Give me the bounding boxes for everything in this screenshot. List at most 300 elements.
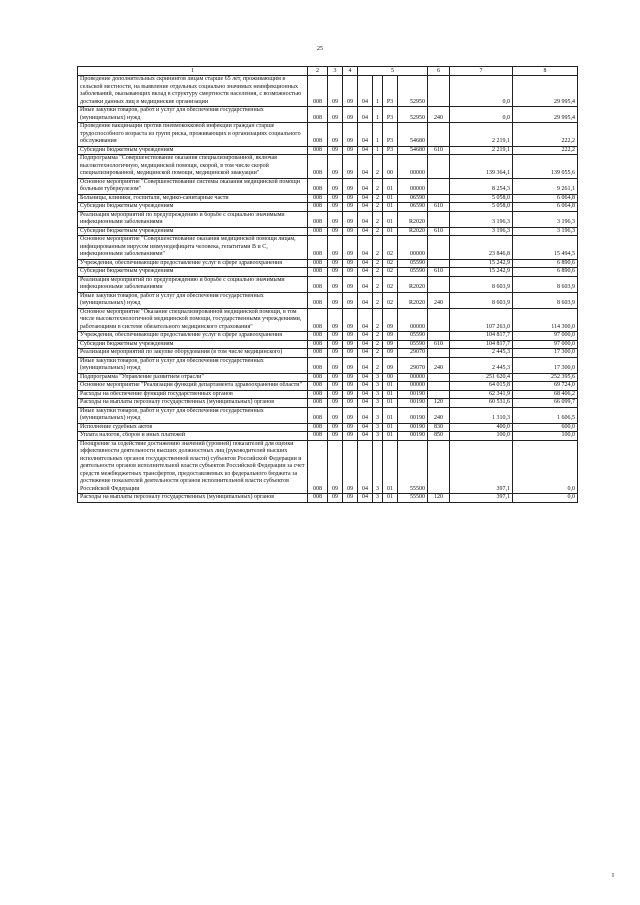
amount-col7-cell: 0,0 [450, 107, 513, 123]
direction-code-cell: 00000 [398, 308, 428, 332]
subprogram-code-cell: 2 [373, 236, 383, 260]
section-code-cell: 09 [328, 146, 343, 155]
program-code-cell: 04 [358, 332, 373, 341]
ministry-code-cell: 008 [308, 407, 328, 423]
subsection-code-cell: 09 [343, 440, 358, 494]
table-row [78, 259, 578, 268]
activity-code-cell: 01 [383, 203, 398, 212]
row-name-cell: Уплата налогов, сборов и иных платежей [78, 432, 308, 441]
section-code-cell: 09 [328, 332, 343, 341]
ministry-code-cell: 008 [308, 123, 328, 147]
amount-col8-cell: 69 724,0 [513, 382, 578, 391]
amount-col7-cell: 8 254,3 [450, 178, 513, 194]
subprogram-code-cell: 3 [373, 399, 383, 408]
activity-code-cell: 01 [383, 178, 398, 194]
section-code-cell: 09 [328, 211, 343, 227]
program-code-cell: 04 [358, 407, 373, 423]
activity-code-cell: 01 [383, 227, 398, 236]
section-code-cell: 09 [328, 194, 343, 203]
expense-type-cell [428, 259, 450, 268]
expense-type-cell [428, 373, 450, 382]
subsection-code-cell: 09 [343, 203, 358, 212]
amount-col7-cell: 2 219,1 [450, 123, 513, 147]
activity-code-cell: 09 [383, 349, 398, 358]
program-code-cell: 04 [358, 203, 373, 212]
row-name-cell: Субсидии бюджетным учреждениям [78, 146, 308, 155]
ministry-code-cell: 008 [308, 340, 328, 349]
subprogram-code-cell: 2 [373, 178, 383, 194]
activity-code-cell: 09 [383, 357, 398, 373]
table-row [78, 146, 578, 155]
amount-col8-cell: 1 606,5 [513, 407, 578, 423]
amount-col7-cell: 62 341,9 [450, 390, 513, 399]
direction-code-cell: 00000 [398, 178, 428, 194]
direction-code-cell: 00000 [398, 155, 428, 179]
expense-type-cell: 830 [428, 423, 450, 432]
expense-type-cell: 240 [428, 407, 450, 423]
direction-code-cell: 00190 [398, 390, 428, 399]
program-code-cell: 04 [358, 194, 373, 203]
direction-code-cell: 00190 [398, 399, 428, 408]
row-name-cell: Иные закупки товаров, работ и услуг для обеспечения государственных (муниципальных) нужд [78, 292, 308, 308]
amount-col8-cell: 17 300,0 [513, 357, 578, 373]
amount-col8-cell: 97 000,0 [513, 332, 578, 341]
table-row [78, 407, 578, 423]
section-code-cell: 09 [328, 268, 343, 277]
amount-col7-cell: 0,0 [450, 76, 513, 107]
subprogram-code-cell: 1 [373, 146, 383, 155]
subsection-code-cell: 09 [343, 276, 358, 292]
row-name-cell: Учреждения, обеспечивающие предоставление услуг в сфере здравоохранения [78, 259, 308, 268]
ministry-code-cell: 008 [308, 276, 328, 292]
table-row [78, 123, 578, 147]
row-name-cell: Основное мероприятие "Совершенствование оказания медицинской помощи лицам, инфицированным вирусом иммунодефицита человека, гепатитами В и С, инфекционными заболеваниями" [78, 236, 308, 260]
program-code-cell: 04 [358, 382, 373, 391]
amount-col8-cell: 600,0 [513, 423, 578, 432]
expense-type-cell [428, 76, 450, 107]
ministry-code-cell: 008 [308, 76, 328, 107]
expense-type-cell [428, 308, 450, 332]
header-cell: 4 [343, 67, 358, 76]
program-code-cell: 04 [358, 236, 373, 260]
subsection-code-cell: 09 [343, 146, 358, 155]
activity-code-cell: 01 [383, 390, 398, 399]
row-name-cell: Субсидии бюджетным учреждениям [78, 340, 308, 349]
program-code-cell: 04 [358, 399, 373, 408]
subprogram-code-cell: 2 [373, 276, 383, 292]
ministry-code-cell: 008 [308, 259, 328, 268]
row-name-cell: Основное мероприятие "Реализация функций департамента здравоохранения области" [78, 382, 308, 391]
expense-type-cell [428, 194, 450, 203]
ministry-code-cell: 008 [308, 107, 328, 123]
activity-code-cell: 01 [383, 399, 398, 408]
ministry-code-cell: 008 [308, 203, 328, 212]
amount-col7-cell: 8 603,9 [450, 276, 513, 292]
subsection-code-cell: 09 [343, 236, 358, 260]
amount-col7-cell: 3 196,3 [450, 211, 513, 227]
subsection-code-cell: 09 [343, 432, 358, 441]
direction-code-cell: 52950 [398, 76, 428, 107]
expense-type-cell [428, 276, 450, 292]
activity-code-cell: 01 [383, 407, 398, 423]
amount-col8-cell: 0,0 [513, 440, 578, 494]
ministry-code-cell: 008 [308, 373, 328, 382]
amount-col8-cell: 222,2 [513, 146, 578, 155]
section-code-cell: 09 [328, 423, 343, 432]
subsection-code-cell: 09 [343, 227, 358, 236]
direction-code-cell: 00190 [398, 423, 428, 432]
header-cell: 1 [78, 67, 308, 76]
table-row [78, 332, 578, 341]
corner-mark: I [612, 873, 614, 879]
subprogram-code-cell: 3 [373, 440, 383, 494]
amount-col8-cell: 68 406,2 [513, 390, 578, 399]
activity-code-cell: 02 [383, 268, 398, 277]
subprogram-code-cell: 2 [373, 194, 383, 203]
row-name-cell: Основное мероприятие "Совершенствование системы оказания медицинской помощи больным туберкулезом" [78, 178, 308, 194]
activity-code-cell: Р3 [383, 123, 398, 147]
row-name-cell: Подпрограмма "Совершенствование оказания специализированной, включая высокотехнологичную, медицинской помощи, скорой, в том числе скорой специализированной, медицинской помощи, медицинской эвакуации" [78, 155, 308, 179]
subsection-code-cell: 09 [343, 76, 358, 107]
amount-col7-cell: 107 263,0 [450, 308, 513, 332]
direction-code-cell: 54680 [398, 123, 428, 147]
program-code-cell: 04 [358, 440, 373, 494]
header-cell: 2 [308, 67, 328, 76]
ministry-code-cell: 008 [308, 390, 328, 399]
table-row [78, 227, 578, 236]
amount-col7-cell: 15 242,9 [450, 259, 513, 268]
expense-type-cell: 240 [428, 107, 450, 123]
amount-col8-cell: 29 995,4 [513, 107, 578, 123]
ministry-code-cell: 008 [308, 357, 328, 373]
section-code-cell: 09 [328, 76, 343, 107]
amount-col8-cell: 114 300,0 [513, 308, 578, 332]
ministry-code-cell: 008 [308, 423, 328, 432]
direction-code-cell: 05590 [398, 268, 428, 277]
amount-col8-cell: 222,2 [513, 123, 578, 147]
ministry-code-cell: 008 [308, 292, 328, 308]
expense-type-cell [428, 349, 450, 358]
subsection-code-cell: 09 [343, 332, 358, 341]
amount-col8-cell: 8 603,9 [513, 276, 578, 292]
subsection-code-cell: 09 [343, 423, 358, 432]
activity-code-cell: 01 [383, 432, 398, 441]
amount-col8-cell: 252 395,6 [513, 373, 578, 382]
program-code-cell: 04 [358, 123, 373, 147]
table-row [78, 423, 578, 432]
program-code-cell: 04 [358, 432, 373, 441]
direction-code-cell: R2020 [398, 227, 428, 236]
amount-col7-cell: 2 219,1 [450, 146, 513, 155]
activity-code-cell: 01 [383, 440, 398, 494]
direction-code-cell: 00190 [398, 407, 428, 423]
table-row [78, 178, 578, 194]
row-name-cell: Субсидии бюджетным учреждениям [78, 227, 308, 236]
expense-type-cell [428, 440, 450, 494]
program-code-cell: 04 [358, 259, 373, 268]
subprogram-code-cell: 3 [373, 390, 383, 399]
direction-code-cell: 29070 [398, 357, 428, 373]
section-code-cell: 09 [328, 155, 343, 179]
section-code-cell: 09 [328, 349, 343, 358]
amount-col7-cell: 400,0 [450, 423, 513, 432]
subprogram-code-cell: 2 [373, 349, 383, 358]
row-name-cell: Проведение вакцинации против пневмококковой инфекции граждан старше трудоспособного возраста из групп риска, проживающих в организациях социального обслуживания [78, 123, 308, 147]
section-code-cell: 09 [328, 107, 343, 123]
table-row [78, 76, 578, 107]
row-name-cell: Расходы на выплаты персоналу государственных (муниципальных) органов [78, 494, 308, 503]
section-code-cell: 09 [328, 308, 343, 332]
direction-code-cell: 06590 [398, 203, 428, 212]
direction-code-cell: 55500 [398, 440, 428, 494]
program-code-cell: 04 [358, 308, 373, 332]
amount-col7-cell: 139 364,1 [450, 155, 513, 179]
subsection-code-cell: 09 [343, 259, 358, 268]
expense-type-cell: 240 [428, 292, 450, 308]
table-row [78, 276, 578, 292]
table-row [78, 236, 578, 260]
table-row [78, 308, 578, 332]
row-name-cell: Основное мероприятие "Оказание специализированной медицинской помощи, в том числе высокотехнологичной медицинской помощи, государственными учреждениями, работающими в системе обязательного медицинского страхования" [78, 308, 308, 332]
ministry-code-cell: 008 [308, 194, 328, 203]
row-name-cell: Реализация мероприятий по предупреждению и борьбе с социально значимыми инфекционными заболеваниями [78, 276, 308, 292]
amount-col8-cell: 6 064,8 [513, 203, 578, 212]
activity-code-cell: 01 [383, 194, 398, 203]
expense-type-cell [428, 155, 450, 179]
activity-code-cell: 02 [383, 236, 398, 260]
table-row [78, 268, 578, 277]
direction-code-cell: 00000 [398, 382, 428, 391]
table-row [78, 382, 578, 391]
program-code-cell: 04 [358, 227, 373, 236]
subsection-code-cell: 09 [343, 373, 358, 382]
table-row [78, 440, 578, 494]
activity-code-cell: Р3 [383, 146, 398, 155]
direction-code-cell: 29070 [398, 349, 428, 358]
amount-col7-cell: 251 620,4 [450, 373, 513, 382]
activity-code-cell: Р3 [383, 76, 398, 107]
subprogram-code-cell: 1 [373, 123, 383, 147]
subsection-code-cell: 09 [343, 340, 358, 349]
ministry-code-cell: 008 [308, 382, 328, 391]
expense-type-cell [428, 123, 450, 147]
row-name-cell: Учреждения, обеспечивающие предоставление услуг в сфере здравоохранения [78, 332, 308, 341]
program-code-cell: 04 [358, 146, 373, 155]
amount-col7-cell: 60 531,6 [450, 399, 513, 408]
table-row [78, 203, 578, 212]
program-code-cell: 04 [358, 178, 373, 194]
direction-code-cell: 54680 [398, 146, 428, 155]
amount-col8-cell: 0,0 [513, 494, 578, 503]
table-row [78, 373, 578, 382]
ministry-code-cell: 008 [308, 308, 328, 332]
amount-col7-cell: 397,1 [450, 494, 513, 503]
subprogram-code-cell: 2 [373, 259, 383, 268]
amount-col8-cell: 8 603,9 [513, 292, 578, 308]
activity-code-cell: 00 [383, 373, 398, 382]
expense-type-cell: 120 [428, 494, 450, 503]
direction-code-cell: 05590 [398, 332, 428, 341]
amount-col8-cell: 6 890,6 [513, 268, 578, 277]
subsection-code-cell: 09 [343, 399, 358, 408]
expense-type-cell [428, 332, 450, 341]
header-cell: 8 [513, 67, 578, 76]
subsection-code-cell: 09 [343, 155, 358, 179]
amount-col7-cell: 100,0 [450, 432, 513, 441]
header-cell: 3 [328, 67, 343, 76]
ministry-code-cell: 008 [308, 399, 328, 408]
subsection-code-cell: 09 [343, 107, 358, 123]
section-code-cell: 09 [328, 494, 343, 503]
ministry-code-cell: 008 [308, 211, 328, 227]
direction-code-cell: 00000 [398, 373, 428, 382]
activity-code-cell: 01 [383, 423, 398, 432]
subsection-code-cell: 09 [343, 292, 358, 308]
table-row [78, 292, 578, 308]
amount-col7-cell: 15 242,9 [450, 268, 513, 277]
amount-col7-cell: 5 058,0 [450, 203, 513, 212]
amount-col8-cell: 15 494,5 [513, 236, 578, 260]
subprogram-code-cell: 3 [373, 373, 383, 382]
subprogram-code-cell: 3 [373, 382, 383, 391]
subsection-code-cell: 09 [343, 357, 358, 373]
page-number: 25 [317, 46, 323, 52]
ministry-code-cell: 008 [308, 332, 328, 341]
direction-code-cell: 05590 [398, 340, 428, 349]
table-row [78, 194, 578, 203]
program-code-cell: 04 [358, 268, 373, 277]
subprogram-code-cell: 3 [373, 432, 383, 441]
section-code-cell: 09 [328, 373, 343, 382]
subsection-code-cell: 09 [343, 194, 358, 203]
row-name-cell: Поощрение за содействие достижению значений (уровней) показателей для оценки эффективности деятельности высших должностных лиц (руководителей высших исполнительных органов государственной власти) субъектов Российской Федерации и деятельности органов исполнительной власти субъектов Российской Федерации за счет средств межбюджетных трансфертов, предоставляемых из федерального бюджета за достижение показателей деятельности органов исполнительной власти субъектов Российской Федерации [78, 440, 308, 494]
expense-type-cell: 240 [428, 357, 450, 373]
row-name-cell: Подпрограмма "Управление развитием отрасли" [78, 373, 308, 382]
table-row [78, 211, 578, 227]
program-code-cell: 04 [358, 292, 373, 308]
amount-col7-cell: 397,1 [450, 440, 513, 494]
section-code-cell: 09 [328, 340, 343, 349]
amount-col8-cell: 3 196,3 [513, 211, 578, 227]
header-cell: 6 [428, 67, 450, 76]
activity-code-cell: 01 [383, 494, 398, 503]
table-row [78, 432, 578, 441]
program-code-cell: 04 [358, 357, 373, 373]
program-code-cell: 04 [358, 373, 373, 382]
subsection-code-cell: 09 [343, 123, 358, 147]
table-row [78, 349, 578, 358]
amount-col7-cell: 8 603,9 [450, 292, 513, 308]
row-name-cell: Реализация мероприятий по закупке оборудования (в том числе медицинского) [78, 349, 308, 358]
activity-code-cell: 02 [383, 276, 398, 292]
row-name-cell: Иные закупки товаров, работ и услуг для обеспечения государственных (муниципальных) нужд [78, 357, 308, 373]
section-code-cell: 09 [328, 123, 343, 147]
program-code-cell: 04 [358, 494, 373, 503]
direction-code-cell: 00190 [398, 432, 428, 441]
table-row [78, 155, 578, 179]
expense-type-cell: 120 [428, 399, 450, 408]
subprogram-code-cell: 2 [373, 227, 383, 236]
program-code-cell: 04 [358, 211, 373, 227]
section-code-cell: 09 [328, 357, 343, 373]
subsection-code-cell: 09 [343, 390, 358, 399]
subprogram-code-cell: 2 [373, 357, 383, 373]
table-row [78, 390, 578, 399]
row-name-cell: Расходы на выплаты персоналу государственных (муниципальных) органов [78, 399, 308, 408]
subprogram-code-cell: 3 [373, 407, 383, 423]
expense-type-cell [428, 178, 450, 194]
header-cell: 5 [358, 67, 428, 76]
direction-code-cell: 52950 [398, 107, 428, 123]
table-row [78, 107, 578, 123]
amount-col7-cell: 5 058,0 [450, 194, 513, 203]
expense-type-cell: 610 [428, 268, 450, 277]
section-code-cell: 09 [328, 259, 343, 268]
ministry-code-cell: 008 [308, 494, 328, 503]
section-code-cell: 09 [328, 276, 343, 292]
row-name-cell: Иные закупки товаров, работ и услуг для обеспечения государственных (муниципальных) нужд [78, 407, 308, 423]
section-code-cell: 09 [328, 382, 343, 391]
row-name-cell: Исполнение судебных актов [78, 423, 308, 432]
table-row [78, 399, 578, 408]
subprogram-code-cell: 2 [373, 203, 383, 212]
section-code-cell: 09 [328, 390, 343, 399]
row-name-cell: Иные закупки товаров, работ и услуг для обеспечения государственных (муниципальных) нужд [78, 107, 308, 123]
amount-col8-cell: 9 261,1 [513, 178, 578, 194]
subsection-code-cell: 09 [343, 211, 358, 227]
expense-type-cell [428, 382, 450, 391]
amount-col7-cell: 1 310,3 [450, 407, 513, 423]
section-code-cell: 09 [328, 178, 343, 194]
amount-col8-cell: 100,0 [513, 432, 578, 441]
subprogram-code-cell: 2 [373, 332, 383, 341]
section-code-cell: 09 [328, 292, 343, 308]
activity-code-cell: 00 [383, 155, 398, 179]
subprogram-code-cell: 1 [373, 107, 383, 123]
activity-code-cell: 02 [383, 259, 398, 268]
amount-col7-cell: 64 015,8 [450, 382, 513, 391]
program-code-cell: 04 [358, 349, 373, 358]
section-code-cell: 09 [328, 227, 343, 236]
header-cell: 7 [450, 67, 513, 76]
subsection-code-cell: 09 [343, 308, 358, 332]
expense-type-cell [428, 236, 450, 260]
amount-col8-cell: 139 055,6 [513, 155, 578, 179]
ministry-code-cell: 008 [308, 178, 328, 194]
row-name-cell: Реализация мероприятий по предупреждению и борьбе с социально значимыми инфекционными заболеваниями [78, 211, 308, 227]
amount-col8-cell: 6 064,8 [513, 194, 578, 203]
activity-code-cell: 09 [383, 308, 398, 332]
expense-type-cell: 610 [428, 340, 450, 349]
ministry-code-cell: 008 [308, 155, 328, 179]
program-code-cell: 04 [358, 390, 373, 399]
activity-code-cell: Р3 [383, 107, 398, 123]
subprogram-code-cell: 1 [373, 76, 383, 107]
amount-col8-cell: 29 995,4 [513, 76, 578, 107]
row-name-cell: Больницы, клиники, госпитали, медико-санитарные части [78, 194, 308, 203]
expense-type-cell: 610 [428, 203, 450, 212]
section-code-cell: 09 [328, 440, 343, 494]
ministry-code-cell: 008 [308, 440, 328, 494]
ministry-code-cell: 008 [308, 349, 328, 358]
direction-code-cell: R2020 [398, 276, 428, 292]
subprogram-code-cell: 3 [373, 494, 383, 503]
subsection-code-cell: 09 [343, 382, 358, 391]
program-code-cell: 04 [358, 340, 373, 349]
section-code-cell: 09 [328, 407, 343, 423]
program-code-cell: 04 [358, 107, 373, 123]
amount-col7-cell: 3 196,3 [450, 227, 513, 236]
